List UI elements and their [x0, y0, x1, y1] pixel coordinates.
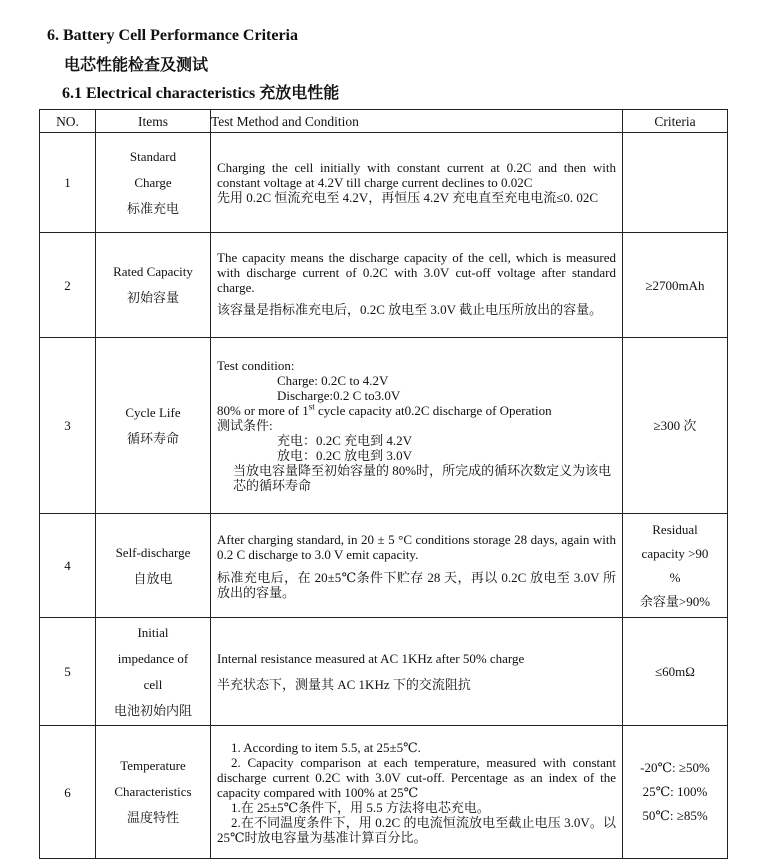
table-row	[40, 133, 728, 233]
test-line: 半充状态下，测量其 AC 1KHz 下的交流阻抗	[217, 676, 471, 692]
table-header-row	[40, 110, 728, 133]
subsection-title: 6.1 Electrical characteristics 充放电性能	[62, 85, 340, 102]
header-test-method: Test Method and Condition	[211, 110, 623, 133]
line-gap	[217, 562, 616, 570]
criteria-line: %	[669, 569, 681, 585]
row-test-method	[211, 726, 623, 859]
test-line: Charge: 0.2C to 4.2V	[277, 373, 389, 388]
criteria-line: Residual	[652, 521, 698, 537]
row-item	[96, 726, 211, 859]
test-line: Charging the cell initially with constant current at 0.2C and then with constant voltage at 4.2V till charge current declines to 0.02C	[217, 160, 616, 190]
row-item	[96, 338, 211, 514]
table-row	[40, 338, 728, 514]
performance-table	[39, 109, 728, 859]
row-test-method	[211, 514, 623, 618]
row-test-method	[211, 233, 623, 338]
criteria-line: 25℃: 100%	[642, 784, 708, 799]
test-line: 放电：0.2C 放电到 3.0V	[277, 448, 413, 463]
item-line: Rated Capacity	[113, 264, 193, 279]
criteria-line: 50℃: ≥85%	[642, 808, 708, 823]
row-criteria	[623, 133, 728, 233]
table-row	[40, 618, 728, 726]
row-criteria: ≥300 次	[623, 338, 728, 514]
row-item	[96, 233, 211, 338]
test-line: Internal resistance measured at AC 1KHz after 50% charge	[217, 650, 525, 666]
header-criteria: Criteria	[623, 110, 728, 133]
header-items: Items	[96, 110, 211, 133]
row-criteria: ≤60mΩ	[623, 618, 728, 726]
test-line: 先用 0.2C 恒流充电至 4.2V，再恒压 4.2V 充电直至充电电流≤0. 02C	[217, 190, 599, 205]
table-row	[40, 726, 728, 859]
criteria-line: capacity >90	[641, 545, 709, 561]
row-number: 1	[40, 133, 96, 233]
test-line	[217, 403, 616, 418]
item-line: 温度特性	[126, 810, 179, 825]
item-line: 电池初始内阻	[113, 702, 192, 718]
item-line: Charge	[134, 174, 172, 190]
item-line: 标准充电	[126, 200, 179, 216]
test-line: 标准充电后，在 20±5℃条件下贮存 28 天，再以 0.2C 放电至 3.0V 所放出的容量。	[217, 569, 616, 600]
row-criteria	[623, 514, 728, 618]
item-line: 自放电	[133, 570, 173, 586]
header-no: NO.	[40, 110, 96, 133]
item-line: Self-discharge	[115, 544, 191, 560]
table-row	[40, 514, 728, 618]
test-rule-text: cycle capacity at0.2C discharge of Operation	[314, 403, 552, 418]
test-rule-text: 80% or more of 1	[217, 403, 309, 418]
test-line: The capacity means the discharge capacity of the cell, which is measured with discharge current of 0.2C with 3.0V cut-off voltage after standard charge.	[217, 249, 616, 295]
item-line: Temperature	[120, 758, 186, 773]
test-line: 测试条件:	[217, 418, 273, 433]
item-line: 初始容量	[126, 290, 179, 305]
item-line: cell	[143, 676, 163, 692]
row-test-method	[211, 618, 623, 726]
row-test-method	[211, 133, 623, 233]
row-test-method	[211, 338, 623, 514]
item-line: 循环寿命	[126, 430, 179, 446]
row-item	[96, 514, 211, 618]
test-line: 该容量是指标准充电后，0.2C 放电至 3.0V 截止电压所放出的容量。	[217, 301, 603, 317]
row-criteria: ≥2700mAh	[623, 233, 728, 338]
section-subtitle-cn: 电芯性能检查及测试	[64, 57, 209, 74]
test-line: 当放电容量降至初始容量的 80%时，所完成的循环次数定义为该电芯的循环寿命	[233, 463, 612, 493]
test-line: 2.在不同温度条件下，用 0.2C 的电流恒流放电至截止电压 3.0V。以 25℃时放电容量为基准计算百分比。	[217, 814, 616, 845]
item-line: impedance of	[117, 650, 189, 666]
row-number: 6	[40, 726, 96, 859]
row-item	[96, 618, 211, 726]
test-rule-sup: st	[308, 401, 315, 412]
test-line: 2. Capacity comparison at each temperature, measured with constant discharge current 0.2C with 3.0V cut-off. Percentage as an index of the capacity compared with 100% at 25℃	[217, 754, 616, 800]
item-line: Initial	[137, 624, 169, 640]
table-row	[40, 233, 728, 338]
row-item	[96, 133, 211, 233]
test-line: 充电：0.2C 充电到 4.2V	[277, 433, 413, 448]
row-number: 4	[40, 514, 96, 618]
section-title: 6. Battery Cell Performance Criteria	[47, 27, 298, 44]
row-number: 2	[40, 233, 96, 338]
item-line: Standard	[129, 148, 177, 164]
item-line: Characteristics	[114, 784, 192, 799]
row-criteria	[623, 726, 728, 859]
item-line: Cycle Life	[125, 404, 181, 420]
criteria-line: 余容量>90%	[639, 593, 711, 609]
row-number: 3	[40, 338, 96, 514]
test-line: After charging standard, in 20 ± 5 °C conditions storage 28 days, again with 0.2 C discharge to 3.0 V emit capacity.	[217, 531, 616, 562]
test-line: 1.在 25±5℃条件下，用 5.5 方法将电芯充电。	[231, 799, 490, 815]
test-line: Test condition:	[217, 358, 295, 373]
test-line: 1. According to item 5.5, at 25±5℃.	[231, 739, 421, 755]
test-line: Discharge:0.2 C to3.0V	[277, 388, 401, 403]
row-number: 5	[40, 618, 96, 726]
criteria-line: -20℃: ≥50%	[640, 760, 710, 775]
